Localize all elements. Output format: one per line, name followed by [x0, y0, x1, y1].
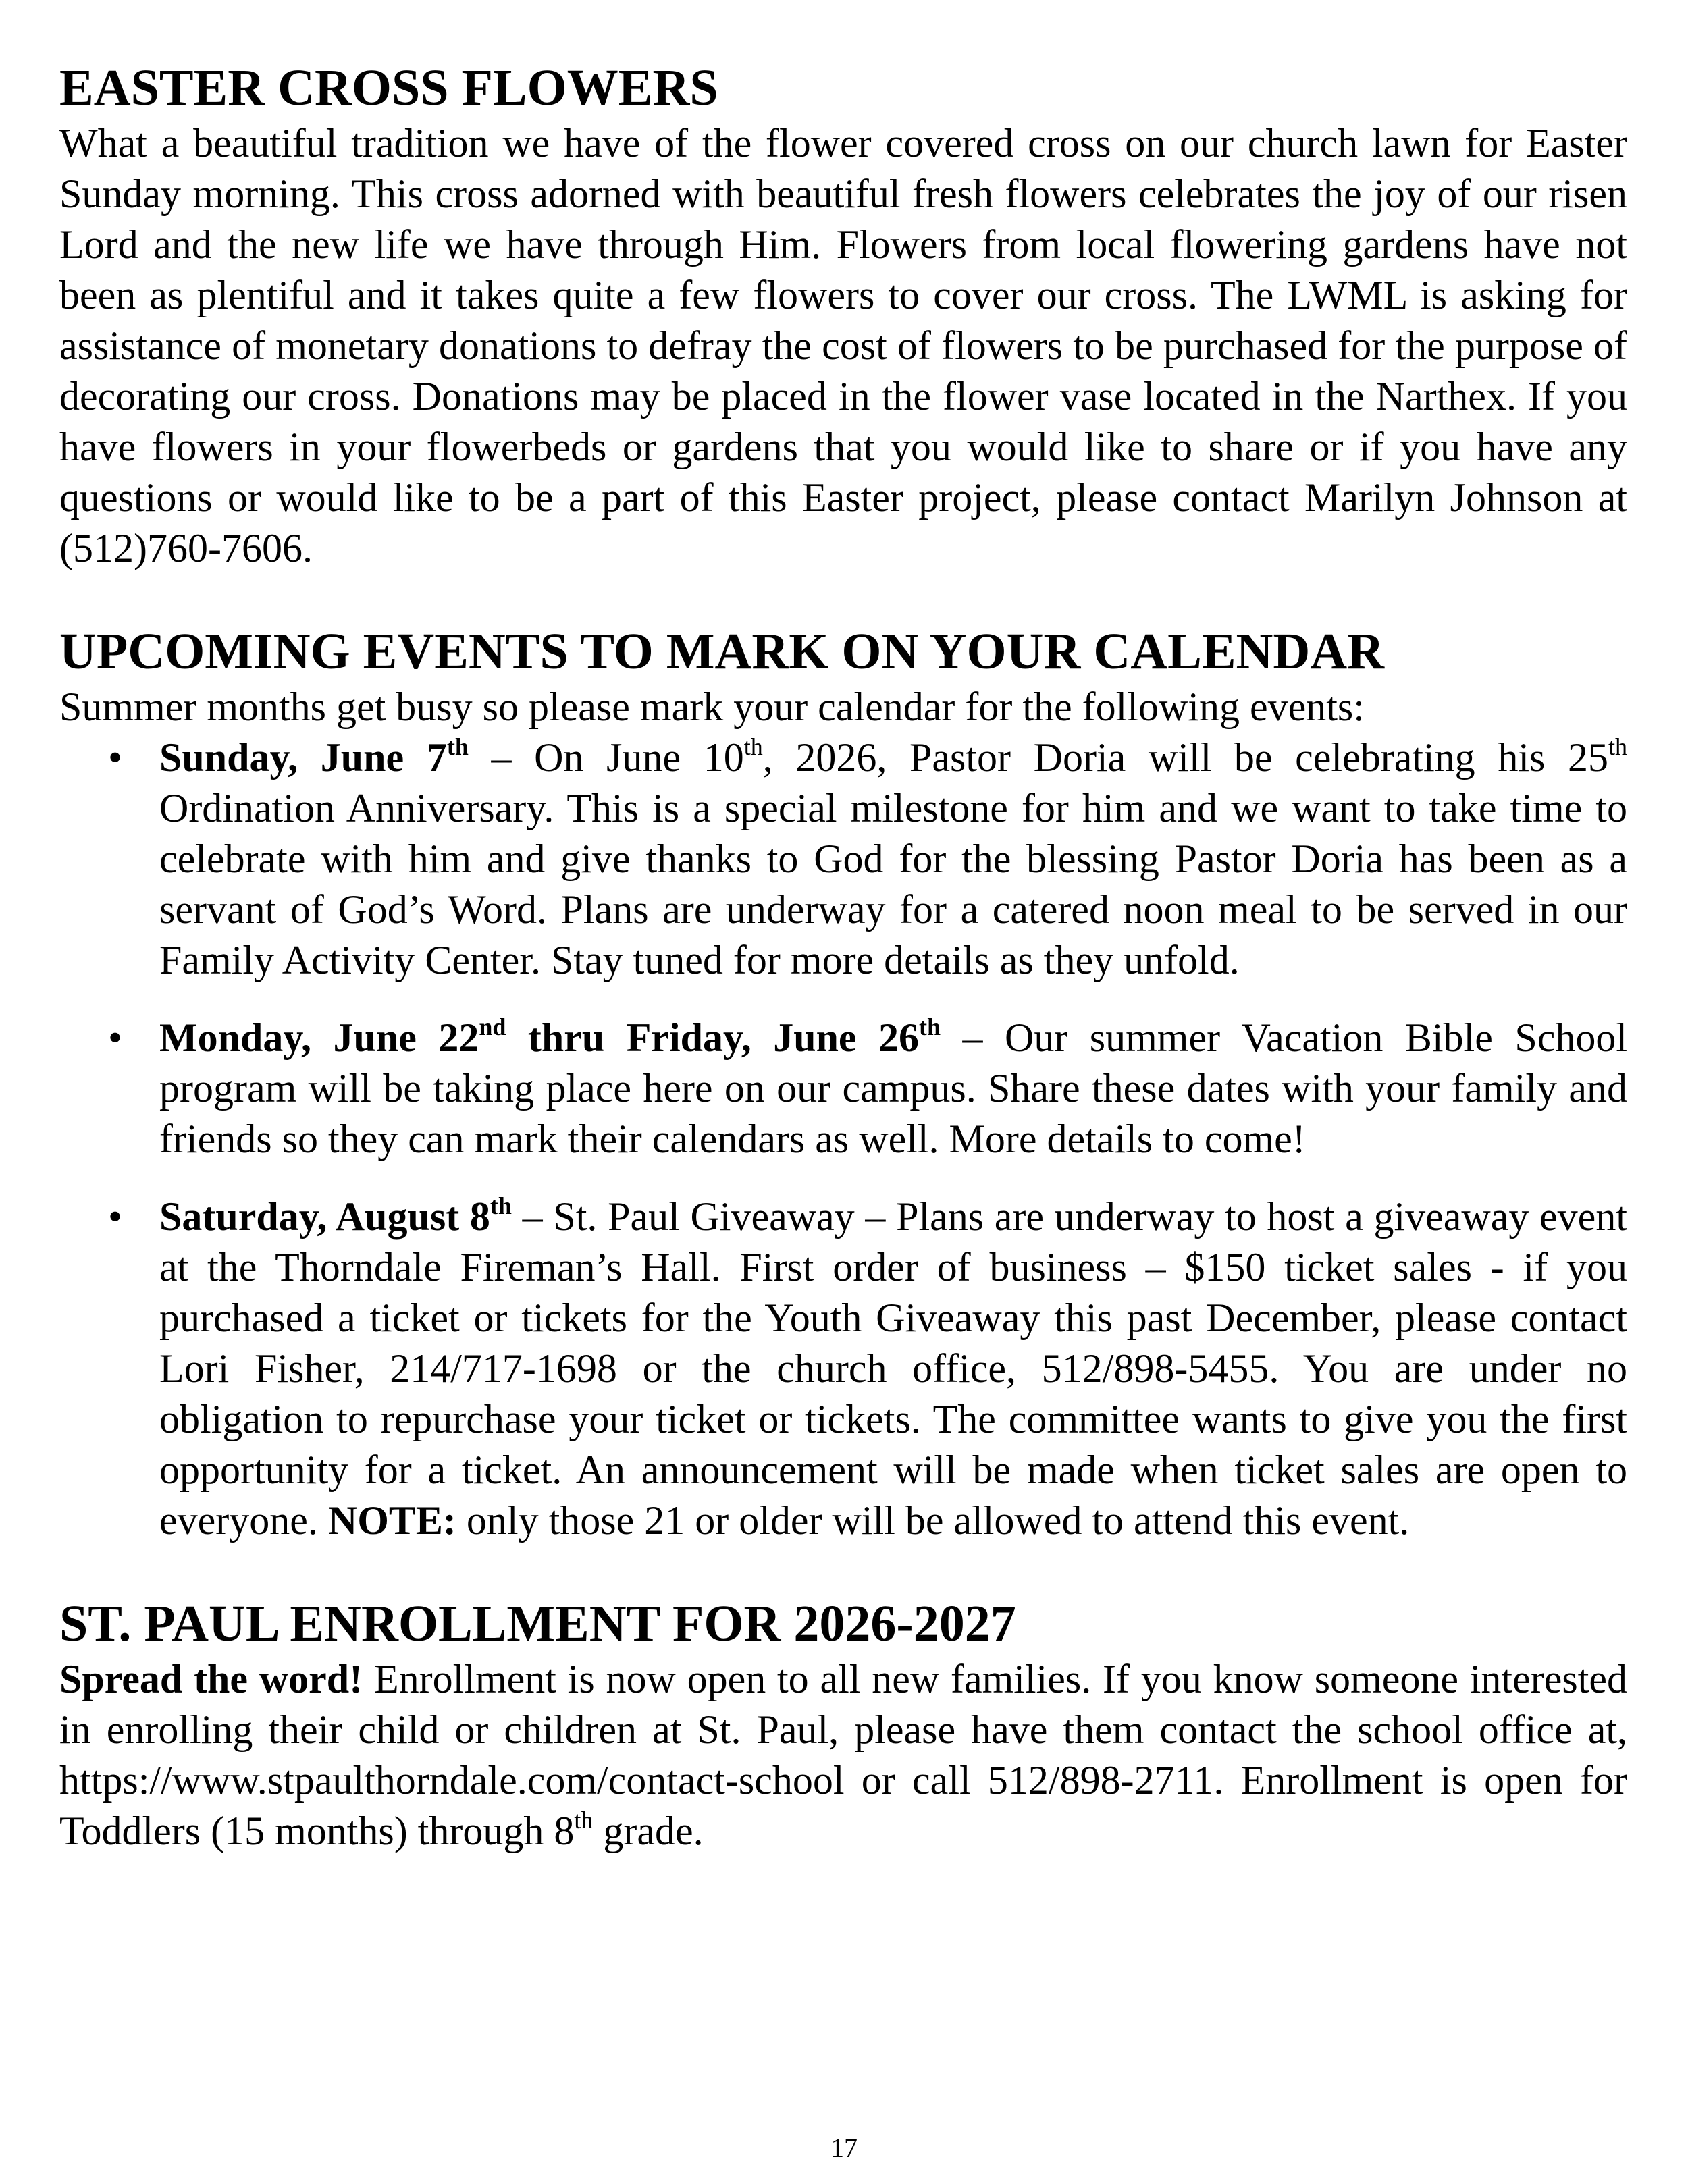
- bullet-icon: •: [108, 1015, 123, 1060]
- event-date: Sunday, June 7th: [159, 733, 469, 780]
- event-date: Monday, June 22nd thru Friday, June 26th: [159, 1013, 941, 1060]
- event-item-vbs: [59, 1013, 1627, 1165]
- event-item-giveaway: [59, 1192, 1627, 1546]
- events-list: [59, 733, 1627, 1546]
- page-number: 17: [830, 2133, 858, 2163]
- upcoming-events-intro: Summer months get busy so please mark your calendar for the following events:: [59, 685, 1365, 729]
- note-label: NOTE:: [327, 1498, 456, 1543]
- upcoming-events-section: [59, 621, 1627, 1546]
- event-text: Sunday, June 7th – On June 10th, 2026, Pastor Doria will be celebrating his 25th Ordination Anniversary. This is a special milestone for him and we want to take time to celebrate with him and give thanks to God for the blessing Pastor Doria has been as a servant of God’s Word. Plans are underway for a catered noon meal to be served in our Family Activity Center. Stay tuned for more details as they unfold.: [159, 733, 1627, 982]
- enrollment-lead: Spread the word!: [59, 1657, 363, 1701]
- event-item-ordination: [59, 733, 1627, 986]
- event-date: Saturday, August 8th: [159, 1192, 512, 1239]
- bullet-icon: •: [108, 1194, 123, 1239]
- enrollment-heading: ST. PAUL ENROLLMENT FOR 2026-2027: [59, 1595, 1016, 1652]
- event-text: Saturday, August 8th – St. Paul Giveaway – Plans are underway to host a giveaway event at the Thorndale Fireman’s Hall. First order of business – $150 ticket sales - if you purchased a ticket or tickets for the Youth Giveaway this past December, please contact Lori Fisher, 214/717-1698 or the church office, 512/898-5455. You are under no obligation to repurchase your ticket or tickets. The committee wants to give you the first opportunity for a ticket. An announcement will be made when ticket sales are open to everyone. NOTE: only those 21 or older will be allowed to attend this event.: [159, 1192, 1627, 1543]
- easter-cross-flowers-heading: EASTER CROSS FLOWERS: [59, 59, 718, 116]
- newsletter-page: [59, 57, 1627, 1857]
- upcoming-events-heading: UPCOMING EVENTS TO MARK ON YOUR CALENDAR: [59, 623, 1385, 680]
- enrollment-body: Spread the word! Enrollment is now open to all new families. If you know someone interested in enrolling their child or children at St. Paul, please have them contact the school office at, https://www.stpaulthorndale.com/contact-school or call 512/898-2711. Enrollment is open for Toddlers (15 months) through 8th grade.: [59, 1657, 1627, 1853]
- bullet-icon: •: [108, 735, 123, 780]
- event-text: Monday, June 22nd thru Friday, June 26th – Our summer Vacation Bible School program will be taking place here on our campus. Share these dates with your family and friends so they can mark their calendars as well. More details to come!: [159, 1013, 1627, 1161]
- easter-cross-flowers-section: [59, 57, 1627, 574]
- enrollment-section: [59, 1593, 1627, 1857]
- easter-cross-flowers-body: What a beautiful tradition we have of the flower covered cross on our church lawn for Easter Sunday morning. This cross adorned with beautiful fresh flowers celebrates the joy of our risen Lord and the new life we have through Him. Flowers from local flowering gardens have not been as plentiful and it takes quite a few flowers to cover our cross. The LWML is asking for assistance of monetary donations to defray the cost of flowers to be purchased for the purpose of decorating our cross. Donations may be placed in the flower vase located in the Narthex. If you have flowers in your flowerbeds or gardens that you would like to share or if you have any questions or would like to be a part of this Easter project, please contact Marilyn Johnson at (512)760-7606.: [59, 121, 1627, 570]
